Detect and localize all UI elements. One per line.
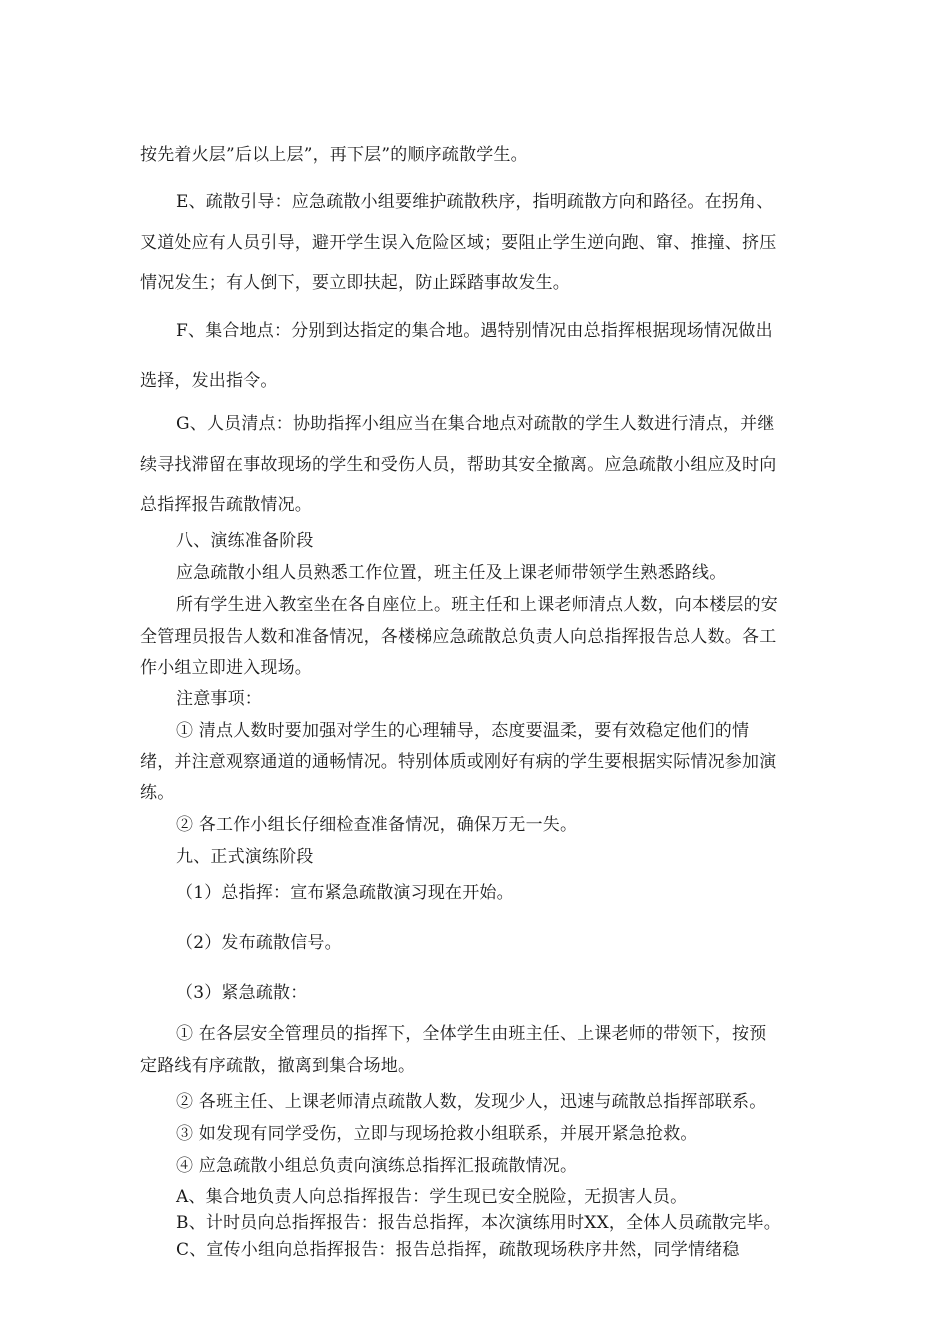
- body-text-line: E、疏散引导：应急疏散小组要维护疏散秩序，指明疏散方向和路径。在拐角、: [176, 192, 774, 212]
- body-text-line: 练。: [140, 783, 175, 803]
- body-text-line: ① 清点人数时要加强对学生的心理辅导，态度要温柔，要有效稳定他们的情: [176, 721, 750, 741]
- body-text-line: G、人员清点：协助指挥小组应当在集合地点对疏散的学生人数进行清点，并继: [176, 414, 775, 434]
- body-text-line: 绪，并注意观察通道的通畅情况。特别体质或刚好有病的学生要根据实际情况参加演: [140, 752, 777, 772]
- body-text-line: B、计时员向总指挥报告：报告总指挥，本次演练用时XX，全体人员疏散完毕。: [176, 1213, 781, 1233]
- body-text-line: 应急疏散小组人员熟悉工作位置，班主任及上课老师带领学生熟悉路线。: [176, 563, 727, 583]
- body-text-line: ④ 应急疏散小组总负责向演练总指挥汇报疏散情况。: [176, 1156, 578, 1176]
- body-text-line: ② 各班主任、上课老师清点疏散人数，发现少人，迅速与疏散总指挥部联系。: [176, 1092, 767, 1112]
- body-text-line: 叉道处应有人员引导，避开学生误入危险区域；要阻止学生逆向跑、窜、推撞、挤压: [140, 233, 777, 253]
- body-text-line: ③ 如发现有同学受伤，立即与现场抢救小组联系，并展开紧急抢救。: [176, 1124, 698, 1144]
- body-text-line: 作小组立即进入现场。: [140, 658, 312, 678]
- body-text-line: 全管理员报告人数和准备情况，各楼梯应急疏散总负责人向总指挥报告总人数。各工: [140, 627, 777, 647]
- body-text-line: （2）发布疏散信号。: [176, 933, 342, 953]
- notes-heading: 注意事项：: [176, 689, 262, 709]
- body-text-line: 选择，发出指令。: [140, 371, 278, 391]
- body-text-line: 情况发生；有人倒下，要立即扶起，防止踩踏事故发生。: [140, 273, 570, 293]
- body-text-line: A、集合地负责人向总指挥报告：学生现已安全脱险，无损害人员。: [176, 1187, 688, 1207]
- body-text-line: 定路线有序疏散，撤离到集合场地。: [140, 1056, 416, 1076]
- body-text-line: 所有学生进入教室坐在各自座位上。班主任和上课老师清点人数，向本楼层的安: [176, 595, 778, 615]
- body-text-line: ① 在各层安全管理员的指挥下，全体学生由班主任、上课老师的带领下，按预: [176, 1024, 767, 1044]
- body-text-line: 续寻找滞留在事故现场的学生和受伤人员，帮助其安全撤离。应急疏散小组应及时向: [140, 455, 777, 475]
- body-text-line: F、集合地点：分别到达指定的集合地。遇特别情况由总指挥根据现场情况做出: [176, 321, 773, 341]
- section-heading: 八、演练准备阶段: [176, 531, 314, 551]
- body-text-line: （3）紧急疏散：: [176, 983, 308, 1003]
- section-heading: 九、正式演练阶段: [176, 847, 314, 867]
- body-text-line: 总指挥报告疏散情况。: [140, 495, 312, 515]
- body-text-line: （1）总指挥：宣布紧急疏散演习现在开始。: [176, 883, 514, 903]
- body-text-line: ② 各工作小组长仔细检查准备情况，确保万无一失。: [176, 815, 578, 835]
- body-text-line: 按先着火层”后以上层”，再下层”的顺序疏散学生。: [140, 145, 528, 165]
- body-text-line: C、宣传小组向总指挥报告：报告总指挥，疏散现场秩序井然，同学情绪稳: [176, 1240, 740, 1260]
